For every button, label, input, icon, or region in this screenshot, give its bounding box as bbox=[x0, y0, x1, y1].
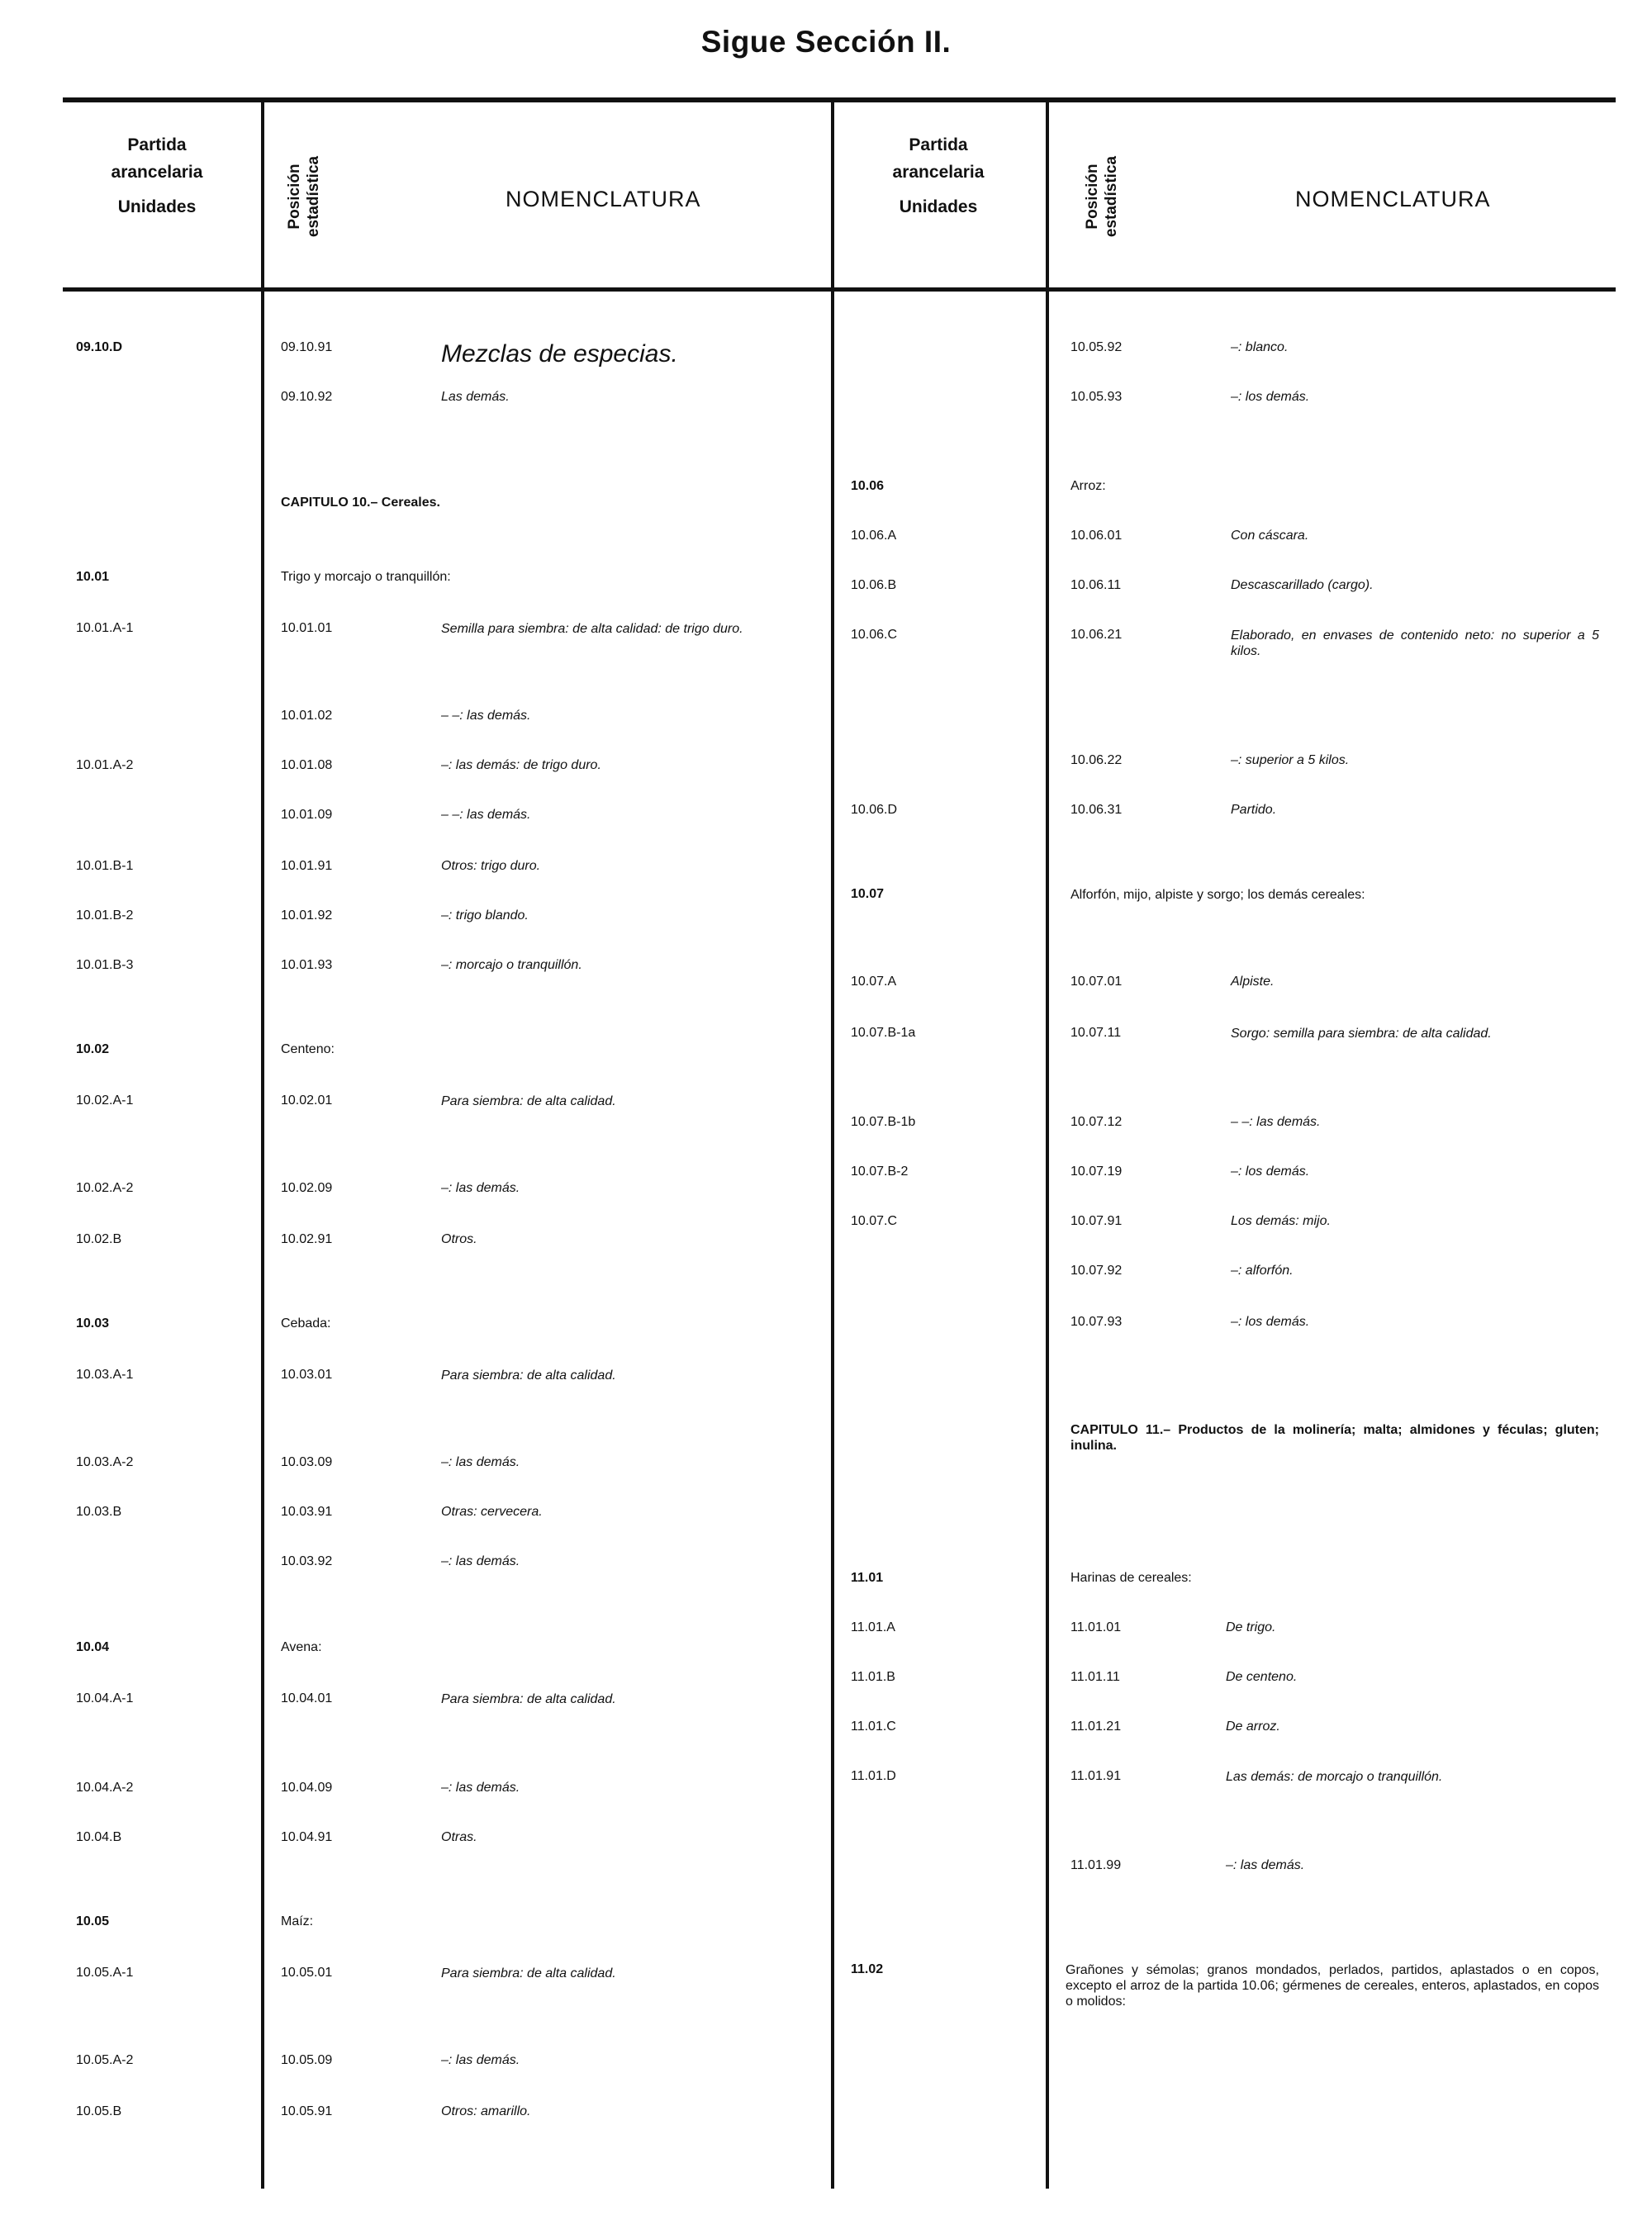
description: Sorgo: semilla para siembra: de alta calidad. bbox=[1231, 1027, 1492, 1041]
posicion-code: 11.01.99 bbox=[1070, 1858, 1122, 1872]
partida-code: 10.01.A-1 bbox=[76, 621, 134, 635]
description: Grañones y sémolas; granos mondados, perlados, partidos, aplastados o en copos, excepto el arroz de la partida 10.06; gérmenes de cereales, enteros, aplastados, en copos o molidos: bbox=[1066, 1963, 1599, 2009]
description: –: los demás. bbox=[1231, 1165, 1310, 1179]
partida-code: 10.06.A bbox=[851, 529, 897, 543]
partida-code: 10.06.B bbox=[851, 578, 897, 592]
partida-code: 10.01.B-2 bbox=[76, 908, 134, 923]
description: Avena: bbox=[281, 1640, 322, 1654]
posicion-code: 10.06.22 bbox=[1070, 753, 1123, 767]
posicion-code: 11.01.01 bbox=[1070, 1620, 1122, 1634]
partida-code: 10.07.A bbox=[851, 975, 897, 989]
posicion-code: 10.01.92 bbox=[281, 908, 333, 923]
partida-code: 10.02 bbox=[76, 1042, 110, 1056]
description: –: las demás. bbox=[441, 1554, 520, 1568]
partida-code: 10.03.A-2 bbox=[76, 1455, 134, 1469]
description: Para siembra: de alta calidad. bbox=[441, 1692, 616, 1706]
posicion-code: 11.01.11 bbox=[1070, 1670, 1120, 1684]
partida-code: 10.05.B bbox=[76, 2104, 122, 2118]
partida-code: 10.05.A-1 bbox=[76, 1966, 134, 1980]
header-partida: Partida arancelaria Unidades bbox=[892, 135, 985, 217]
description: Elaborado, en envases de contenido neto: no superior a 5 kilos. bbox=[1231, 629, 1599, 659]
partida-code: 10.02.B bbox=[76, 1232, 122, 1246]
description: Otras. bbox=[441, 1830, 477, 1844]
table-header-rule bbox=[63, 287, 1616, 292]
description: Otros. bbox=[441, 1232, 477, 1246]
partida-code: 11.01.A bbox=[851, 1620, 895, 1634]
partida-code: 10.04.B bbox=[76, 1830, 122, 1844]
posicion-code: 10.05.93 bbox=[1070, 390, 1123, 404]
posicion-code: 10.07.11 bbox=[1070, 1026, 1122, 1040]
posicion-code: 10.04.91 bbox=[281, 1830, 333, 1844]
posicion-code: 11.01.21 bbox=[1070, 1720, 1122, 1734]
partida-code: 10.01 bbox=[76, 570, 110, 584]
posicion-code: 10.06.11 bbox=[1070, 578, 1122, 592]
description: Las demás: de morcajo o tranquillón. bbox=[1226, 1770, 1443, 1784]
posicion-code: 10.07.93 bbox=[1070, 1315, 1123, 1329]
description: Los demás: mijo. bbox=[1231, 1214, 1331, 1228]
description: –: superior a 5 kilos. bbox=[1231, 753, 1350, 767]
posicion-code: 09.10.91 bbox=[281, 340, 333, 354]
chapter-heading: CAPITULO 10.– Cereales. bbox=[281, 496, 440, 510]
column-divider bbox=[1046, 99, 1049, 2189]
description: Centeno: bbox=[281, 1042, 335, 1056]
posicion-code: 09.10.92 bbox=[281, 390, 333, 404]
partida-code: 10.07.B-1a bbox=[851, 1026, 916, 1040]
posicion-code: 10.05.01 bbox=[281, 1966, 333, 1980]
description: –: blanco. bbox=[1231, 340, 1289, 354]
partida-code: 10.04 bbox=[76, 1640, 110, 1654]
partida-code: 10.07.B-2 bbox=[851, 1165, 909, 1179]
posicion-code: 10.04.01 bbox=[281, 1691, 333, 1705]
posicion-code: 10.07.91 bbox=[1070, 1214, 1123, 1228]
partida-code: 10.07.B-1b bbox=[851, 1115, 916, 1129]
header-nomenclatura: NOMENCLATURA bbox=[506, 187, 701, 211]
partida-code: 10.03.A-1 bbox=[76, 1368, 134, 1382]
description: –: las demás. bbox=[441, 2053, 520, 2067]
posicion-code: 10.05.91 bbox=[281, 2104, 333, 2118]
description: Cebada: bbox=[281, 1316, 331, 1331]
header-partida: Partida arancelaria Unidades bbox=[111, 135, 203, 217]
posicion-code: 10.07.19 bbox=[1070, 1165, 1123, 1179]
posicion-code: 10.06.01 bbox=[1070, 529, 1123, 543]
description: Otros: trigo duro. bbox=[441, 859, 541, 873]
partida-code: 10.04.A-1 bbox=[76, 1691, 134, 1705]
description: –: las demás. bbox=[1226, 1858, 1305, 1872]
posicion-code: 10.07.01 bbox=[1070, 975, 1123, 989]
description: Con cáscara. bbox=[1231, 529, 1309, 543]
description: Arroz: bbox=[1070, 479, 1106, 493]
description: Otros: amarillo. bbox=[441, 2104, 531, 2118]
partida-code: 11.01.C bbox=[851, 1720, 896, 1734]
posicion-code: 10.04.09 bbox=[281, 1781, 333, 1795]
partida-code: 10.01.A-2 bbox=[76, 758, 134, 772]
description: –: los demás. bbox=[1231, 1315, 1310, 1329]
description: Semilla para siembra: de alta calidad: de trigo duro. bbox=[441, 622, 743, 636]
posicion-code: 10.06.21 bbox=[1070, 628, 1123, 642]
posicion-code: 10.05.92 bbox=[1070, 340, 1123, 354]
description: De trigo. bbox=[1226, 1620, 1276, 1634]
partida-code: 10.06.C bbox=[851, 628, 898, 642]
posicion-code: 10.01.93 bbox=[281, 958, 333, 972]
posicion-code: 10.02.91 bbox=[281, 1232, 333, 1246]
description: Partido. bbox=[1231, 803, 1277, 817]
description: Trigo y morcajo o tranquillón: bbox=[281, 570, 451, 584]
partida-code: 11.01.D bbox=[851, 1769, 896, 1783]
posicion-code: 10.03.91 bbox=[281, 1505, 333, 1519]
partida-code: 09.10.D bbox=[76, 340, 123, 354]
posicion-code: 10.06.31 bbox=[1070, 803, 1123, 817]
posicion-code: 10.01.02 bbox=[281, 709, 333, 723]
posicion-code: 10.03.92 bbox=[281, 1554, 333, 1568]
partida-code: 11.02 bbox=[851, 1962, 884, 1976]
posicion-code: 10.01.08 bbox=[281, 758, 333, 772]
description: De arroz. bbox=[1226, 1720, 1280, 1734]
partida-code: 10.07 bbox=[851, 887, 885, 901]
description: Para siembra: de alta calidad. bbox=[441, 1369, 616, 1383]
column-divider bbox=[261, 99, 264, 2189]
partida-code: 11.01.B bbox=[851, 1670, 895, 1684]
partida-code: 10.03 bbox=[76, 1316, 110, 1331]
description: – –: las demás. bbox=[441, 808, 531, 822]
partida-code: 10.05.A-2 bbox=[76, 2053, 134, 2067]
description: De centeno. bbox=[1226, 1670, 1298, 1684]
description: – –: las demás. bbox=[441, 709, 531, 723]
description: Para siembra: de alta calidad. bbox=[441, 1966, 616, 1980]
table-top-rule bbox=[63, 97, 1616, 102]
posicion-code: 10.01.09 bbox=[281, 808, 333, 822]
partida-code: 10.01.B-3 bbox=[76, 958, 134, 972]
posicion-code: 10.02.09 bbox=[281, 1181, 333, 1195]
description: –: las demás. bbox=[441, 1455, 520, 1469]
partida-code: 10.02.A-1 bbox=[76, 1093, 134, 1108]
description: –: las demás. bbox=[441, 1781, 520, 1795]
posicion-code: 10.03.01 bbox=[281, 1368, 333, 1382]
description: Las demás. bbox=[441, 390, 510, 404]
partida-code: 10.01.B-1 bbox=[76, 859, 134, 873]
description: Mezclas de especias. bbox=[441, 340, 678, 368]
description: –: alforfón. bbox=[1231, 1264, 1294, 1278]
posicion-code: 11.01.91 bbox=[1070, 1769, 1122, 1783]
description: Descascarillado (cargo). bbox=[1231, 578, 1374, 592]
partida-code: 10.03.B bbox=[76, 1505, 122, 1519]
description: –: los demás. bbox=[1231, 390, 1310, 404]
description: –: las demás. bbox=[441, 1181, 520, 1195]
partida-code: 10.02.A-2 bbox=[76, 1181, 134, 1195]
description: –: morcajo o tranquillón. bbox=[441, 958, 582, 972]
description: – –: las demás. bbox=[1231, 1115, 1321, 1129]
posicion-code: 10.05.09 bbox=[281, 2053, 333, 2067]
posicion-code: 10.03.09 bbox=[281, 1455, 333, 1469]
description: Otras: cervecera. bbox=[441, 1505, 543, 1519]
posicion-code: 10.07.12 bbox=[1070, 1115, 1123, 1129]
column-divider bbox=[831, 99, 834, 2189]
description: Harinas de cereales: bbox=[1070, 1571, 1192, 1585]
description: Alforfón, mijo, alpiste y sorgo; los demás cereales: bbox=[1070, 888, 1365, 902]
partida-code: 11.01 bbox=[851, 1571, 884, 1585]
posicion-code: 10.02.01 bbox=[281, 1093, 333, 1108]
partida-code: 10.06 bbox=[851, 479, 885, 493]
posicion-code: 10.01.01 bbox=[281, 621, 333, 635]
posicion-code: 10.01.91 bbox=[281, 859, 333, 873]
posicion-code: 10.07.92 bbox=[1070, 1264, 1123, 1278]
description: Alpiste. bbox=[1231, 975, 1275, 989]
partida-code: 10.07.C bbox=[851, 1214, 898, 1228]
description: –: trigo blando. bbox=[441, 908, 529, 923]
header-posicion: Posición estadística bbox=[1084, 155, 1120, 238]
header-nomenclatura: NOMENCLATURA bbox=[1295, 187, 1491, 211]
partida-code: 10.06.D bbox=[851, 803, 898, 817]
partida-code: 10.04.A-2 bbox=[76, 1781, 134, 1795]
partida-code: 10.05 bbox=[76, 1914, 110, 1928]
description: Para siembra: de alta calidad. bbox=[441, 1094, 616, 1108]
header-posicion: Posición estadística bbox=[286, 155, 322, 238]
description: Maíz: bbox=[281, 1914, 314, 1928]
description: –: las demás: de trigo duro. bbox=[441, 758, 601, 772]
page-title: Sigue Sección II. bbox=[700, 25, 952, 59]
chapter-heading: CAPITULO 11.– Productos de la molinería; malta; almidones y féculas; gluten; inulina. bbox=[1070, 1423, 1599, 1454]
